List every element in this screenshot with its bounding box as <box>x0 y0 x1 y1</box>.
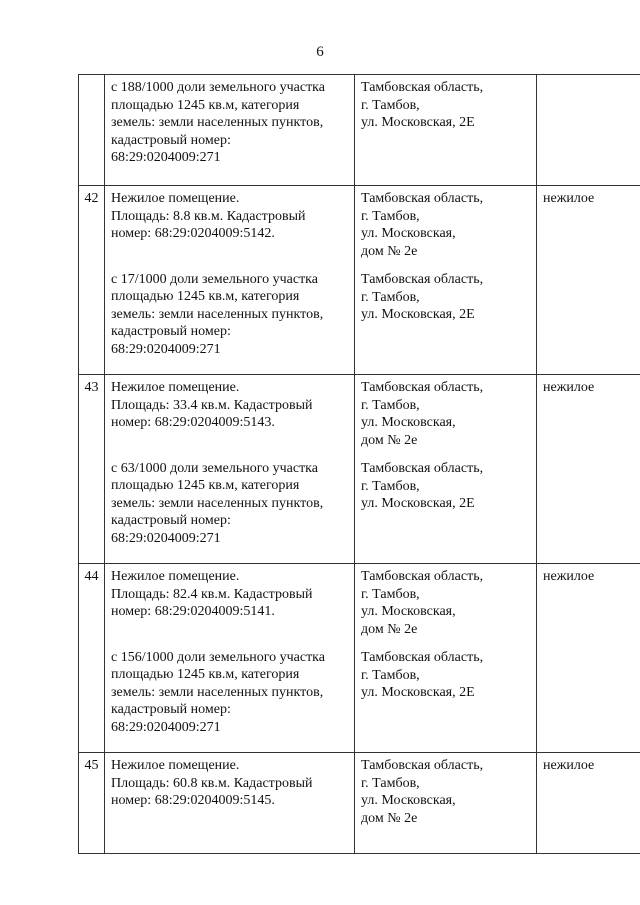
type-cell: нежилое <box>537 375 640 564</box>
address-cell <box>355 375 537 564</box>
land-share-text: с 156/1000 доли земельного участка площадью 1245 кв.м, категория земель: земли населенных пунктов, кадастровый номер: 68:29:0204009:271 <box>111 649 325 735</box>
premises-address-text: Тамбовская область, г. Тамбов, ул. Московская, дом № 2е <box>361 191 484 259</box>
address-cell <box>355 564 537 753</box>
land-address-text: Тамбовская область, г. Тамбов, ул. Московская, 2Е <box>361 650 484 700</box>
address-cell <box>355 753 537 854</box>
type-cell: нежилое <box>537 186 640 375</box>
type-cell <box>537 75 640 186</box>
description-cell <box>105 564 355 753</box>
description-cell <box>105 75 355 186</box>
premises-address-text: Тамбовская область, г. Тамбов, ул. Московская, дом № 2е <box>361 569 484 637</box>
land-address-text: Тамбовская область, г. Тамбов, ул. Московская, 2Е <box>361 461 484 511</box>
description-cell <box>105 375 355 564</box>
premises-address-text: Тамбовская область, г. Тамбов, ул. Московская, дом № 2е <box>361 380 484 448</box>
table-row <box>79 75 640 186</box>
page-number: 6 <box>316 44 324 60</box>
description-cell <box>105 186 355 375</box>
premises-text: Нежилое помещение. Площадь: 60.8 кв.м. Кадастровый номер: 68:29:0204009:5145. <box>111 758 313 808</box>
premises-text: Нежилое помещение. Площадь: 82.4 кв.м. Кадастровый номер: 68:29:0204009:5141. <box>111 569 313 619</box>
land-share-text: с 63/1000 доли земельного участка площадью 1245 кв.м, категория земель: земли населенных пунктов, кадастровый номер: 68:29:0204009:271 <box>111 460 324 546</box>
description-cell <box>105 753 355 854</box>
row-number: 45 <box>79 753 105 854</box>
type-cell: нежилое <box>537 753 640 854</box>
land-share-text: с 188/1000 доли земельного участка площадью 1245 кв.м, категория земель: земли населенных пунктов, кадастровый номер: 68:29:0204009:271 <box>111 80 325 165</box>
row-number: 44 <box>79 564 105 753</box>
row-number: 42 <box>79 186 105 375</box>
premises-text: Нежилое помещение. Площадь: 8.8 кв.м. Кадастровый номер: 68:29:0204009:5142. <box>111 191 306 241</box>
table-row <box>79 186 640 375</box>
row-number: 43 <box>79 375 105 564</box>
address-cell <box>355 186 537 375</box>
property-table <box>78 74 640 854</box>
premises-text: Нежилое помещение. Площадь: 33.4 кв.м. Кадастровый номер: 68:29:0204009:5143. <box>111 380 313 430</box>
type-cell: нежилое <box>537 564 640 753</box>
table-row <box>79 375 640 564</box>
land-share-text: с 17/1000 доли земельного участка площадью 1245 кв.м, категория земель: земли населенных пунктов, кадастровый номер: 68:29:0204009:271 <box>111 271 324 357</box>
land-address-text: Тамбовская область, г. Тамбов, ул. Московская, 2Е <box>361 80 484 130</box>
land-address-text: Тамбовская область, г. Тамбов, ул. Московская, 2Е <box>361 272 484 322</box>
table-row <box>79 564 640 753</box>
row-number <box>79 75 105 186</box>
address-cell <box>355 75 537 186</box>
table-row <box>79 753 640 854</box>
premises-address-text: Тамбовская область, г. Тамбов, ул. Московская, дом № 2е <box>361 758 484 826</box>
